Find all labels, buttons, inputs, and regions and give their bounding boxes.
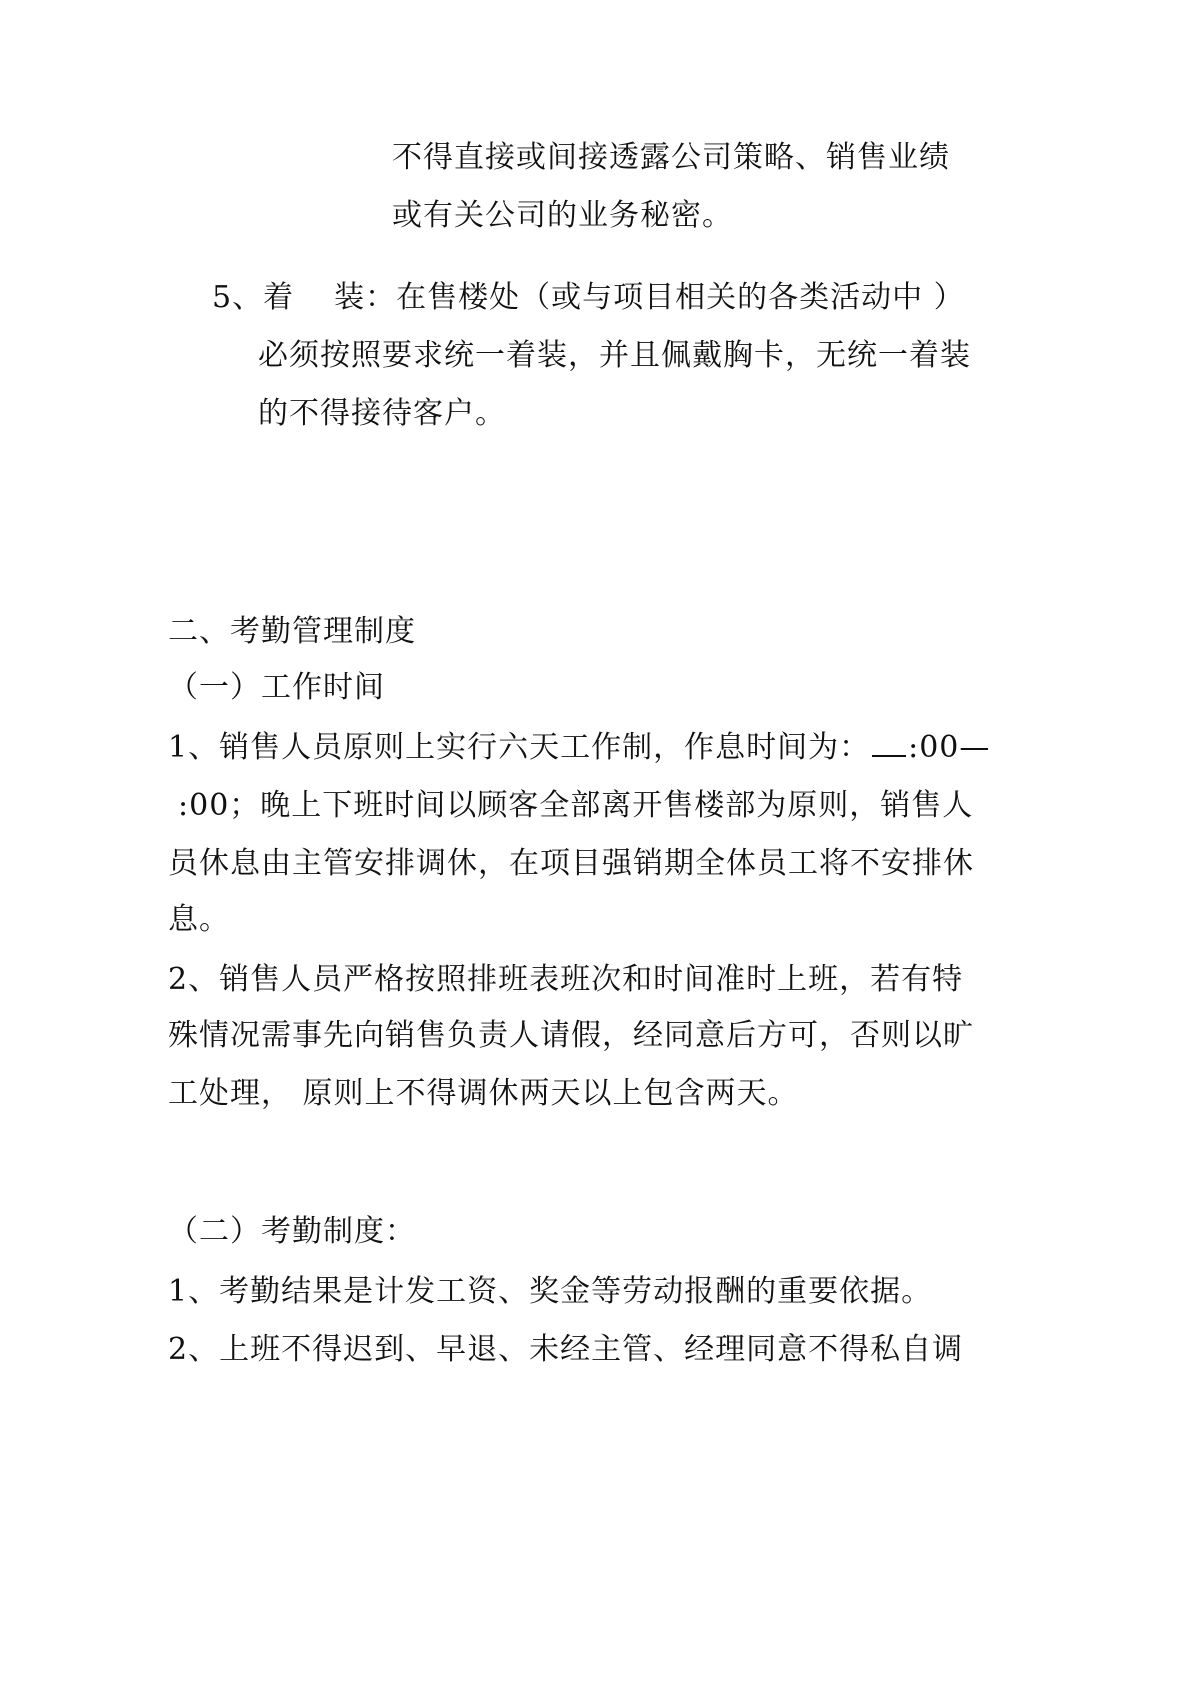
item5-line3: 的不得接待客户。 — [258, 396, 506, 431]
time-blank-start — [872, 729, 906, 757]
work-time-p2-line1: 2、销售人员严格按照排班表班次和时间准时上班，若有特 — [168, 962, 964, 997]
work-time-p1-line1-time: :00— — [908, 730, 991, 765]
work-time-p1-line1-text: 1、销售人员原则上实行六天工作制，作息时间为： — [168, 730, 871, 765]
work-time-p2-line2: 殊情况需事先向销售负责人请假，经同意后方可，否则以旷 — [168, 1018, 974, 1053]
item5-line2: 必须按照要求统一着装，并且佩戴胸卡，无统一着装 — [258, 338, 971, 373]
subsection-heading-attendance: （二）考勤制度： — [168, 1214, 416, 1249]
section-heading: 二、考勤管理制度 — [168, 614, 416, 649]
work-time-p1-line2: :00；晚上下班时间以顾客全部离开售楼部为原则，销售人 — [178, 788, 974, 823]
attendance-p2: 2、上班不得迟到、早退、未经主管、经理同意不得私自调 — [168, 1332, 964, 1367]
item5-label-part2: 装： — [334, 280, 397, 315]
item5-label-part1: 着 — [263, 280, 295, 315]
work-time-p1-line4: 息。 — [168, 902, 230, 937]
work-time-p1-line1 — [168, 728, 990, 768]
work-time-p2-line3: 工处理， 原则上不得调休两天以上包含两天。 — [168, 1076, 799, 1111]
item5-number: 5、 — [212, 280, 264, 315]
item5-line1 — [212, 278, 965, 318]
item5-line1-text: 在售楼处（或与项目相关的各类活动中 ） — [396, 280, 965, 315]
work-time-p1-line3: 员休息由主管安排调休，在项目强销期全体员工将不安排休 — [168, 846, 974, 881]
item4-line1: 不得直接或间接透露公司策略、销售业绩 — [392, 140, 950, 175]
item4-line2: 或有关公司的业务秘密。 — [392, 198, 733, 233]
subsection-heading-work-time: （一）工作时间 — [168, 670, 385, 705]
attendance-p1: 1、考勤结果是计发工资、奖金等劳动报酬的重要依据。 — [168, 1274, 933, 1309]
